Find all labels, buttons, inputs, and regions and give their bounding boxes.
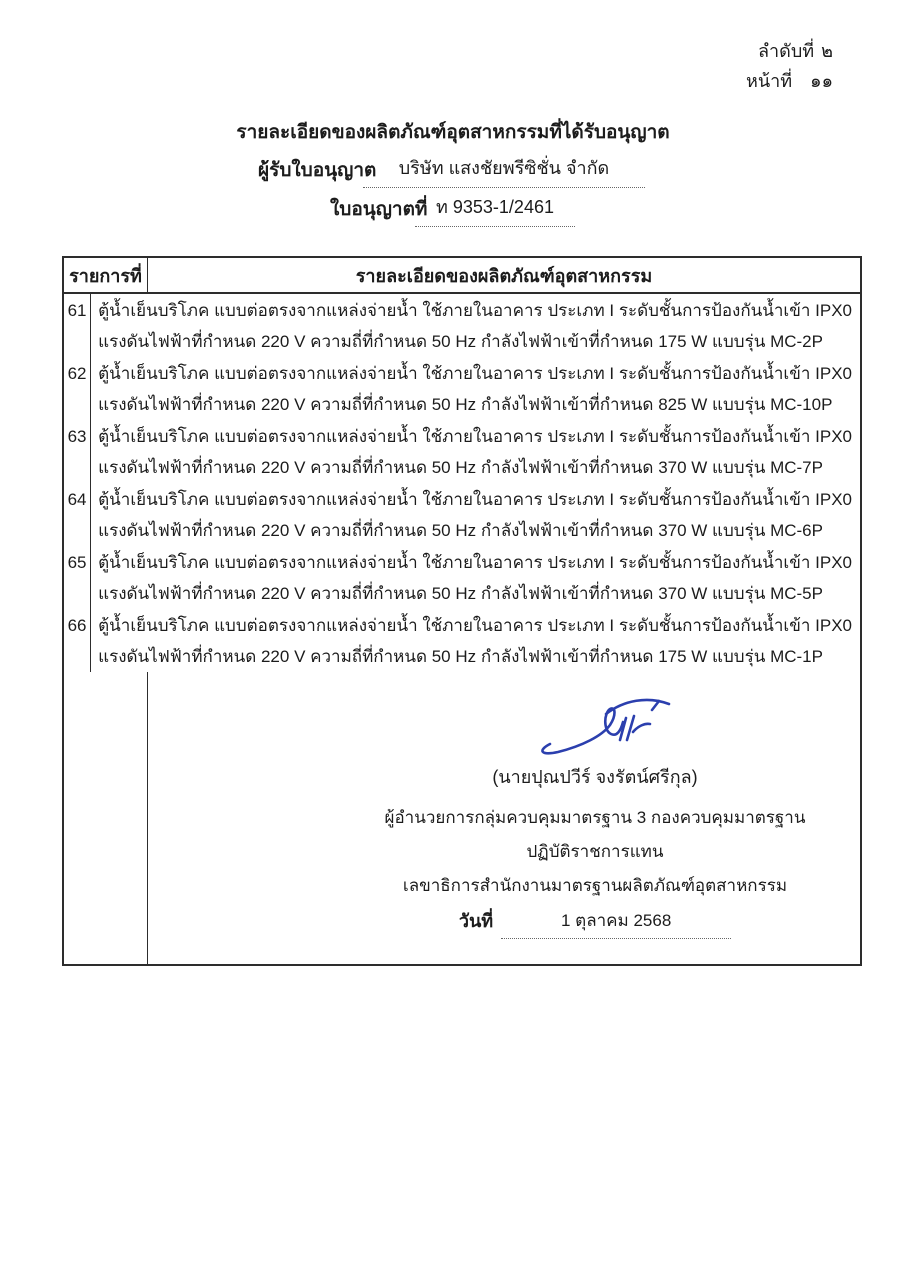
description-line-1: ตู้น้ำเย็นบริโภค แบบต่อตรงจากแหล่งจ่ายน้ำ ใช้ภายในอาคาร ประเภท I ระดับชั้นการป้องกันน้ำเข้า IPX0 [98,616,852,635]
item-number: 64 [64,483,91,546]
signature-scribble-icon [536,692,672,758]
item-number: 66 [64,609,91,672]
item-description [91,483,860,546]
signer-position-line-1: ผู้อำนวยการกลุ่มควบคุมมาตรฐาน 3 กองควบคุมมาตรฐาน [384,808,806,827]
license-number-label: ใบอนุญาตที่ [330,199,428,220]
item-description [91,546,860,609]
item-number: 61 [64,294,91,357]
description-line-2: แรงดันไฟฟ้าที่กำหนด 220 V ความถี่ที่กำหนด 50 Hz กำลังไฟฟ้าเข้าที่กำหนด 370 W แบบรุ่น MC-7P [98,458,823,477]
description-line-1: ตู้น้ำเย็นบริโภค แบบต่อตรงจากแหล่งจ่ายน้ำ ใช้ภายในอาคาร ประเภท I ระดับชั้นการป้องกันน้ำเข้า IPX0 [98,553,852,572]
column-header-item-no: รายการที่ [64,258,148,292]
table-signoff-row [64,672,860,964]
description-line-1: ตู้น้ำเย็นบริโภค แบบต่อตรงจากแหล่งจ่ายน้ำ ใช้ภายในอาคาร ประเภท I ระดับชั้นการป้องกันน้ำเข้า IPX0 [98,364,852,383]
description-line-2: แรงดันไฟฟ้าที่กำหนด 220 V ความถี่ที่กำหนด 50 Hz กำลังไฟฟ้าเข้าที่กำหนด 175 W แบบรุ่น MC-2P [98,332,823,351]
description-line-2: แรงดันไฟฟ้าที่กำหนด 220 V ความถี่ที่กำหนด 50 Hz กำลังไฟฟ้าเข้าที่กำหนด 370 W แบบรุ่น MC-6P [98,521,823,540]
item-description [91,609,860,672]
table-row [64,294,860,357]
licensee-value: บริษัท แสงชัยพรีซิชั่น จำกัด [363,153,645,188]
item-number: 62 [64,357,91,420]
description-line-1: ตู้น้ำเย็นบริโภค แบบต่อตรงจากแหล่งจ่ายน้ำ ใช้ภายในอาคาร ประเภท I ระดับชั้นการป้องกันน้ำเข้า IPX0 [98,490,852,509]
signer-name: (นายปุณปวีร์ จงรัตน์ศรีกุล) [492,767,698,787]
signer-position-line-2: ปฏิบัติราชการแทน [526,842,664,861]
table-row [64,483,860,546]
license-number-value: ท 9353-1/2461 [415,192,575,227]
item-description [91,294,860,357]
column-header-description: รายละเอียดของผลิตภัณฑ์อุตสาหกรรม [355,265,653,286]
page-number-value: ๑๑ [810,71,833,91]
item-number: 63 [64,420,91,483]
description-line-1: ตู้น้ำเย็นบริโภค แบบต่อตรงจากแหล่งจ่ายน้ำ ใช้ภายในอาคาร ประเภท I ระดับชั้นการป้องกันน้ำเข้า IPX0 [98,301,852,320]
order-value: ๒ [821,41,833,61]
order-line [758,36,833,66]
item-description [91,357,860,420]
date-line [245,906,906,939]
date-value: 1 ตุลาคม 2568 [501,907,731,939]
signoff-block [245,762,906,939]
table-row [64,357,860,420]
table-header-row [64,258,860,294]
page-number-line [746,66,833,96]
page-title: รายละเอียดของผลิตภัณฑ์อุตสาหกรรมที่ได้รับอนุญาต [236,122,670,143]
date-label: วันที่ [458,911,494,931]
description-line-1: ตู้น้ำเย็นบริโภค แบบต่อตรงจากแหล่งจ่ายน้ำ ใช้ภายในอาคาร ประเภท I ระดับชั้นการป้องกันน้ำเข้า IPX0 [98,427,852,446]
description-line-2: แรงดันไฟฟ้าที่กำหนด 220 V ความถี่ที่กำหนด 50 Hz กำลังไฟฟ้าเข้าที่กำหนด 825 W แบบรุ่น MC-10P [98,395,833,414]
table-row [64,546,860,609]
item-description [91,420,860,483]
table-row [64,609,860,672]
licensee-label: ผู้รับใบอนุญาต [258,160,377,181]
table-row [64,420,860,483]
description-line-2: แรงดันไฟฟ้าที่กำหนด 220 V ความถี่ที่กำหนด 50 Hz กำลังไฟฟ้าเข้าที่กำหนด 370 W แบบรุ่น MC-5P [98,584,823,603]
signer-position-line-3: เลขาธิการสำนักงานมาตรฐานผลิตภัณฑ์อุตสาหกรรม [402,876,788,895]
products-table [62,256,862,966]
order-label: ลำดับที่ [758,41,815,61]
page-label: หน้าที่ [745,71,793,91]
page-corner-labels [746,36,833,96]
empty-number-cell [64,672,148,964]
item-number: 65 [64,546,91,609]
description-line-2: แรงดันไฟฟ้าที่กำหนด 220 V ความถี่ที่กำหนด 50 Hz กำลังไฟฟ้าเข้าที่กำหนด 175 W แบบรุ่น MC-1P [98,647,823,666]
signoff-area [148,672,860,964]
